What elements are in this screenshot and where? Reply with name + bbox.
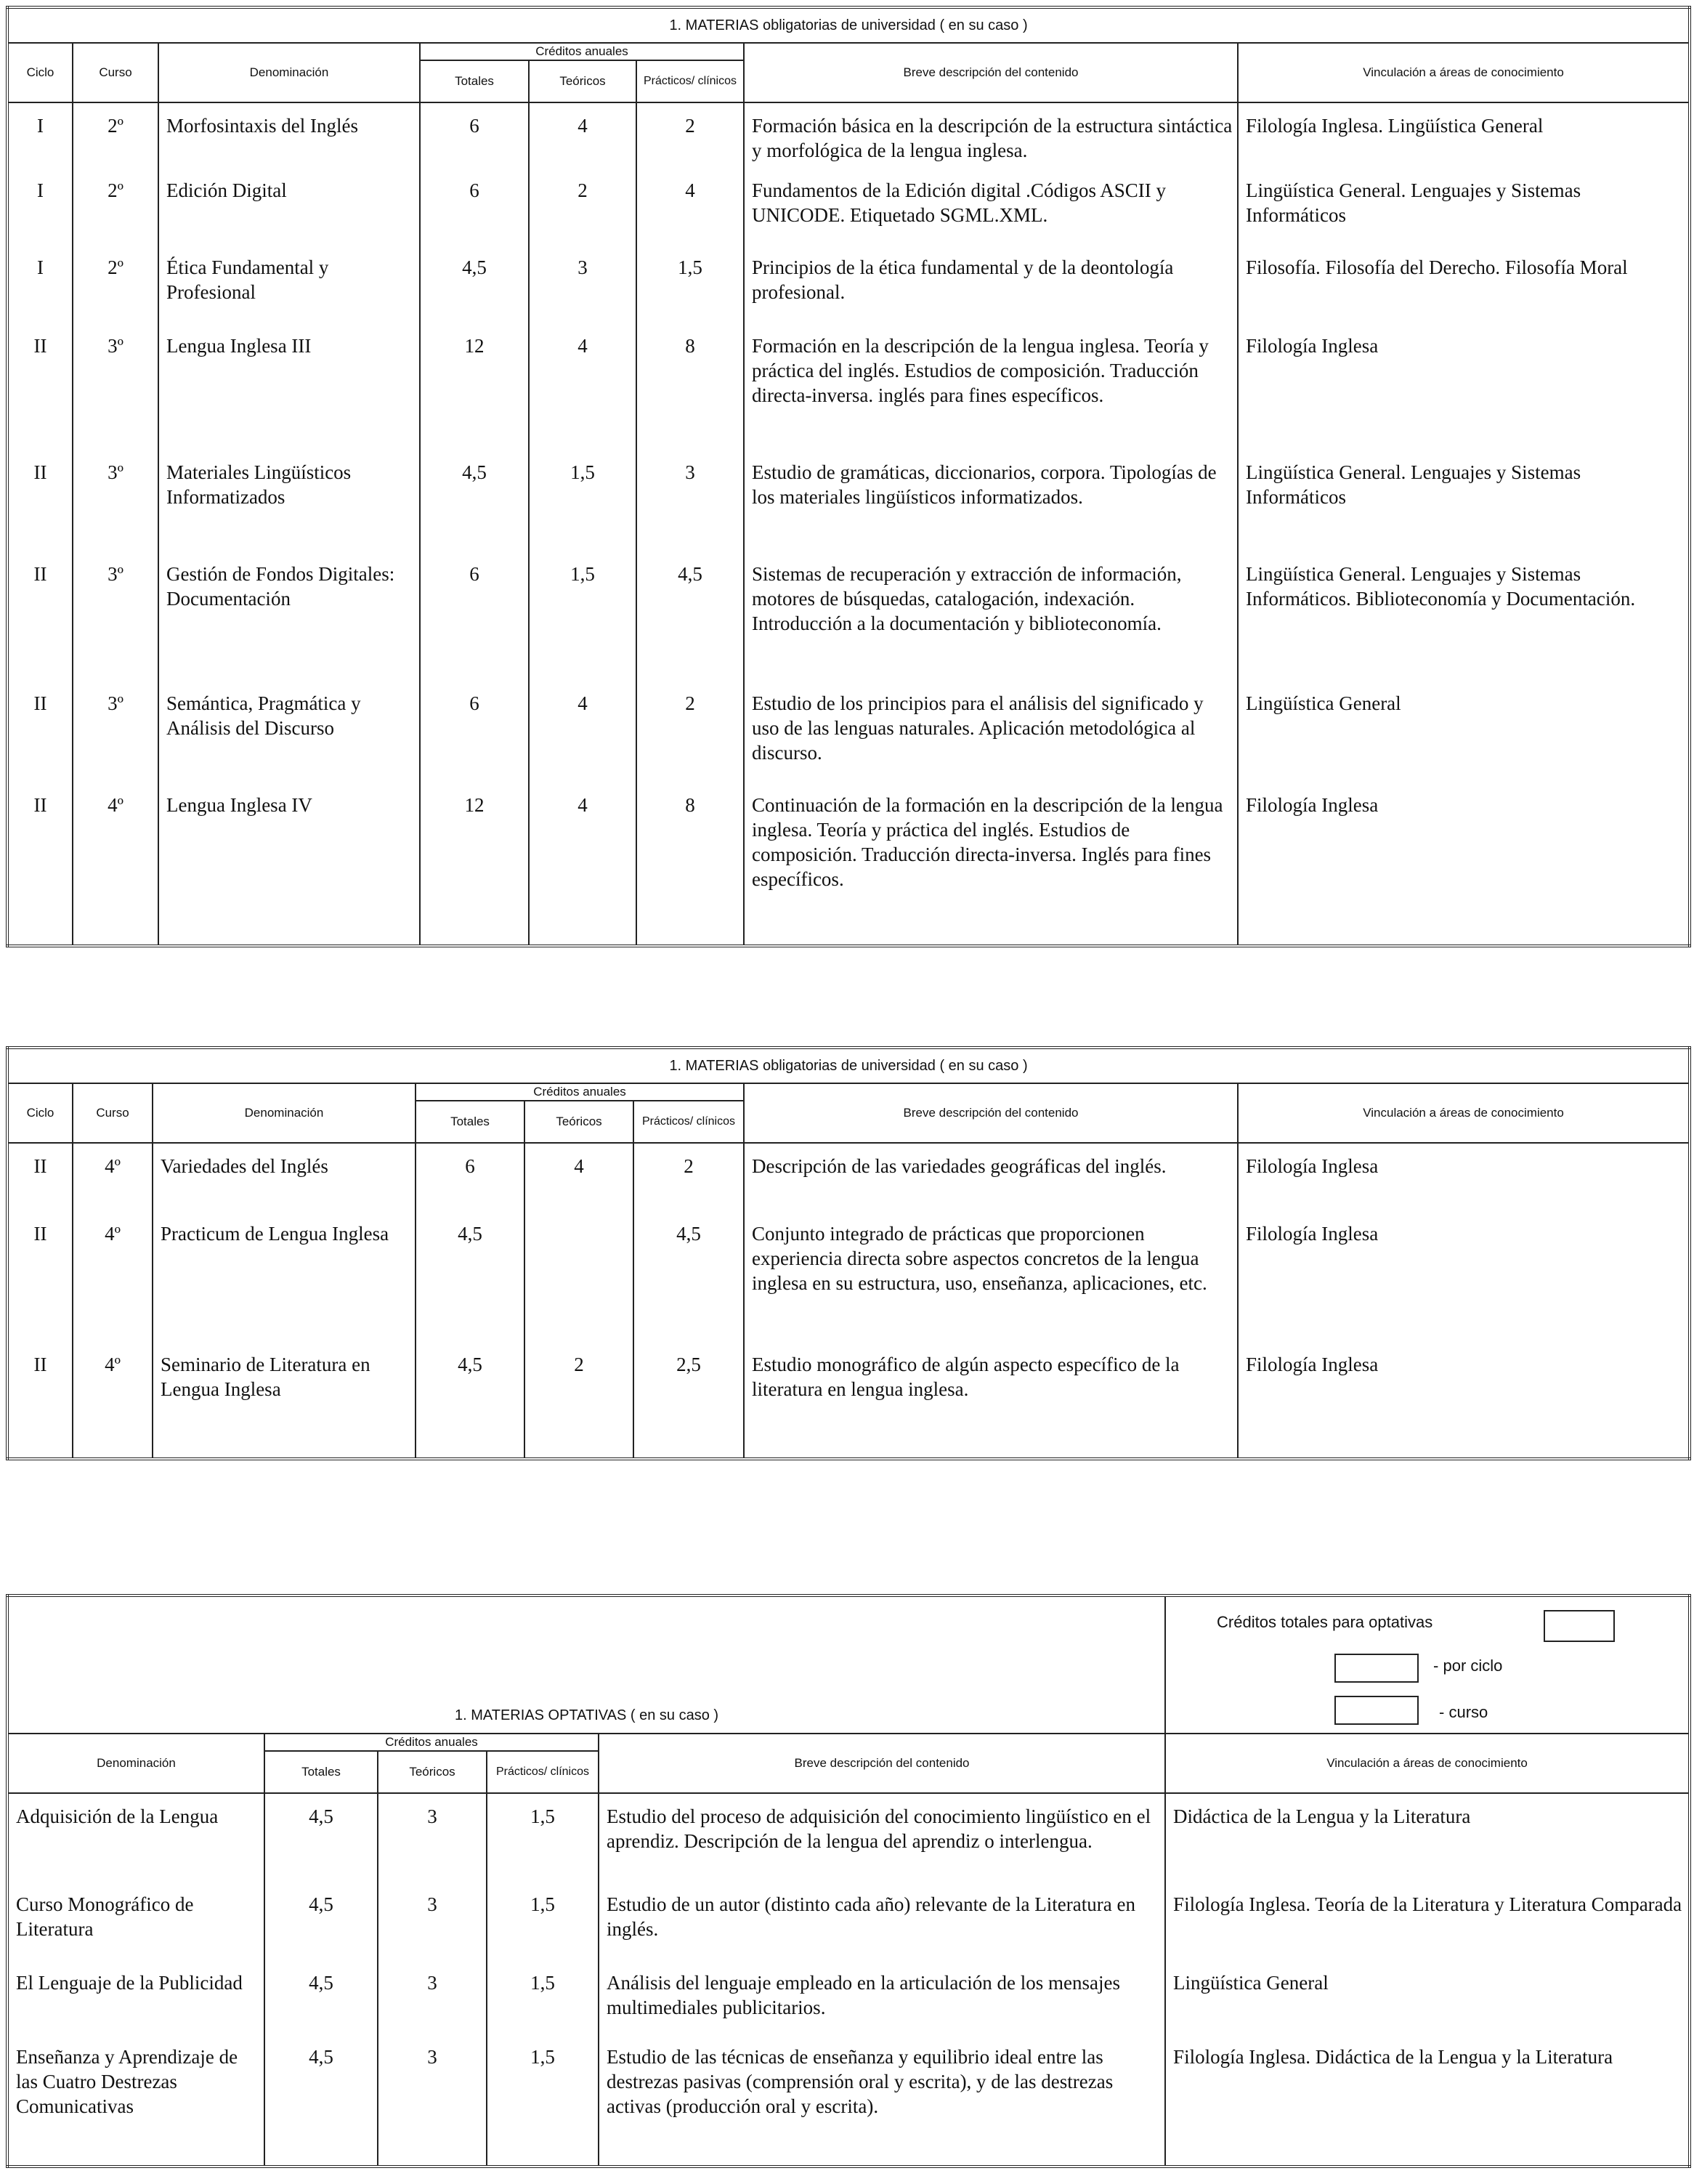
table-row bbox=[7, 2045, 1690, 2167]
header-vinculacion: Vinculación a áreas de conocimiento bbox=[1238, 43, 1690, 102]
cell-curso: 2º bbox=[73, 102, 158, 178]
cell-denominacion: Enseñanza y Aprendizaje de las Cuatro Destrezas Comunicativas bbox=[7, 2045, 264, 2167]
table-row bbox=[7, 1793, 1690, 1892]
cell-curso: 3º bbox=[73, 460, 158, 562]
cell-totales: 6 bbox=[416, 1143, 524, 1221]
cell-totales: 6 bbox=[420, 691, 529, 793]
table-row bbox=[7, 178, 1690, 255]
header-practicos: Prácticos/ clínicos bbox=[636, 60, 744, 102]
cell-descripcion: Fundamentos de la Edición digital .Códigos ASCII y UNICODE. Etiquetado SGML.XML. bbox=[744, 178, 1238, 255]
cell-descripcion: Estudio del proceso de adquisición del conocimiento lingüístico en el aprendiz. Descripción de la lengua del aprendiz o interlengua. bbox=[599, 1793, 1165, 1892]
cell-practicos: 2,5 bbox=[633, 1352, 744, 1459]
cell-totales: 12 bbox=[420, 333, 529, 460]
header-descripcion: Breve descripción del contenido bbox=[744, 43, 1238, 102]
optativas-table bbox=[6, 1594, 1691, 2168]
cell-teoricos: 3 bbox=[529, 255, 636, 333]
cell-curso: 3º bbox=[73, 333, 158, 460]
cell-vinculacion: Lingüística General. Lenguajes y Sistemas Informáticos bbox=[1238, 460, 1690, 562]
cell-curso: 4º bbox=[73, 1143, 153, 1221]
cell-ciclo: I bbox=[7, 102, 73, 178]
cell-descripcion: Sistemas de recuperación y extracción de información, motores de búsquedas, catalogación, indexación. Introducción a la documentación y biblioteconomía. bbox=[744, 562, 1238, 691]
header-teoricos: Teóricos bbox=[524, 1101, 633, 1143]
cell-curso: 2º bbox=[73, 178, 158, 255]
cell-vinculacion: Didáctica de la Lengua y la Literatura bbox=[1165, 1793, 1690, 1892]
cell-teoricos: 4 bbox=[529, 793, 636, 946]
optativas-title-cell bbox=[7, 1595, 1165, 1734]
cell-vinculacion: Filología Inglesa bbox=[1238, 1352, 1690, 1459]
cell-vinculacion: Filología Inglesa. Lingüística General bbox=[1238, 102, 1690, 178]
cell-denominacion: Variedades del Inglés bbox=[153, 1143, 416, 1221]
curso-label: - curso bbox=[1439, 1703, 1488, 1721]
cell-practicos: 4,5 bbox=[633, 1221, 744, 1352]
cell-vinculacion: Filología Inglesa bbox=[1238, 333, 1690, 460]
table-row bbox=[7, 460, 1690, 562]
cell-vinculacion: Filología Inglesa bbox=[1238, 1143, 1690, 1221]
cell-denominacion: El Lenguaje de la Publicidad bbox=[7, 1970, 264, 2045]
cell-totales: 4,5 bbox=[420, 255, 529, 333]
cell-vinculacion: Filología Inglesa. Didáctica de la Lengua y la Literatura bbox=[1165, 2045, 1690, 2167]
cell-totales: 6 bbox=[420, 102, 529, 178]
cell-curso: 4º bbox=[73, 1352, 153, 1459]
cell-totales: 12 bbox=[420, 793, 529, 946]
cell-vinculacion: Lingüística General. Lenguajes y Sistemas Informáticos. Biblioteconomía y Documentación. bbox=[1238, 562, 1690, 691]
cell-practicos: 1,5 bbox=[487, 1970, 599, 2045]
header-teoricos: Teóricos bbox=[378, 1751, 487, 1793]
cell-descripcion: Estudio de las técnicas de enseñanza y equilibrio ideal entre las destrezas pasivas (comprensión oral y escrita), y de las destrezas activas (producción oral y escrita). bbox=[599, 2045, 1165, 2167]
cell-ciclo: II bbox=[7, 333, 73, 460]
cell-practicos: 1,5 bbox=[487, 1793, 599, 1892]
cell-teoricos: 3 bbox=[378, 1970, 487, 2045]
cell-totales: 4,5 bbox=[420, 460, 529, 562]
cell-ciclo: II bbox=[7, 1352, 73, 1459]
cell-denominacion: Materiales Lingüísticos Informatizados bbox=[158, 460, 420, 562]
table-row bbox=[7, 1970, 1690, 2045]
cell-vinculacion: Filosofía. Filosofía del Derecho. Filosofía Moral bbox=[1238, 255, 1690, 333]
header-descripcion: Breve descripción del contenido bbox=[599, 1734, 1165, 1793]
obligatorias-table-1 bbox=[6, 6, 1691, 947]
cell-descripcion: Formación en la descripción de la lengua inglesa. Teoría y práctica del inglés. Estudios de composición. Traducción directa-inversa. inglés para fines específicos. bbox=[744, 333, 1238, 460]
table-row bbox=[7, 1892, 1690, 1970]
cell-totales: 6 bbox=[420, 562, 529, 691]
cell-denominacion: Edición Digital bbox=[158, 178, 420, 255]
table-row bbox=[7, 1352, 1690, 1459]
cell-practicos: 8 bbox=[636, 333, 744, 460]
cell-practicos: 1,5 bbox=[487, 1892, 599, 1970]
cell-practicos: 2 bbox=[636, 102, 744, 178]
cell-ciclo: II bbox=[7, 1221, 73, 1352]
header-descripcion: Breve descripción del contenido bbox=[744, 1083, 1238, 1143]
cell-descripcion: Principios de la ética fundamental y de la deontología profesional. bbox=[744, 255, 1238, 333]
header-practicos: Prácticos/ clínicos bbox=[487, 1751, 599, 1793]
cell-ciclo: II bbox=[7, 1143, 73, 1221]
cell-practicos: 1,5 bbox=[636, 255, 744, 333]
cell-vinculacion: Filología Inglesa bbox=[1238, 1221, 1690, 1352]
header-curso: Curso bbox=[73, 43, 158, 102]
header-denominacion: Denominación bbox=[7, 1734, 264, 1793]
header-denominacion: Denominación bbox=[153, 1083, 416, 1143]
table-row bbox=[7, 102, 1690, 178]
cell-descripcion: Estudio monográfico de algún aspecto específico de la literatura en lengua inglesa. bbox=[744, 1352, 1238, 1459]
cell-descripcion: Estudio de los principios para el análisis del significado y uso de las lenguas naturales. Aplicación metodológica al discurso. bbox=[744, 691, 1238, 793]
cell-denominacion: Morfosintaxis del Inglés bbox=[158, 102, 420, 178]
header-totales: Totales bbox=[420, 60, 529, 102]
cell-curso: 2º bbox=[73, 255, 158, 333]
curso-input-box[interactable] bbox=[1334, 1696, 1419, 1725]
cell-totales: 4,5 bbox=[264, 1970, 378, 2045]
cell-vinculacion: Filología Inglesa bbox=[1238, 793, 1690, 946]
table-row bbox=[7, 1143, 1690, 1221]
cell-totales: 4,5 bbox=[416, 1221, 524, 1352]
cell-vinculacion: Lingüística General. Lenguajes y Sistemas Informáticos bbox=[1238, 178, 1690, 255]
header-ciclo: Ciclo bbox=[7, 43, 73, 102]
cell-practicos: 2 bbox=[636, 691, 744, 793]
cell-totales: 4,5 bbox=[264, 1892, 378, 1970]
cell-teoricos: 4 bbox=[529, 333, 636, 460]
header-teoricos: Teóricos bbox=[529, 60, 636, 102]
table-title: 1. MATERIAS obligatorias de universidad ( en su caso ) bbox=[7, 1048, 1690, 1083]
cell-practicos: 4,5 bbox=[636, 562, 744, 691]
cell-descripcion: Continuación de la formación en la descripción de la lengua inglesa. Teoría y práctica del inglés. Estudios de composición. Traducción directa-inversa. Inglés para fines específicos. bbox=[744, 793, 1238, 946]
cell-denominacion: Practicum de Lengua Inglesa bbox=[153, 1221, 416, 1352]
cell-practicos: 1,5 bbox=[487, 2045, 599, 2167]
cell-practicos: 8 bbox=[636, 793, 744, 946]
cell-descripcion: Formación básica en la descripción de la estructura sintáctica y morfológica de la lengua inglesa. bbox=[744, 102, 1238, 178]
cell-vinculacion: Lingüística General bbox=[1165, 1970, 1690, 2045]
cell-ciclo: II bbox=[7, 793, 73, 946]
cell-ciclo: II bbox=[7, 562, 73, 691]
cell-teoricos: 4 bbox=[524, 1143, 633, 1221]
cell-ciclo: I bbox=[7, 178, 73, 255]
cell-teoricos: 1,5 bbox=[529, 562, 636, 691]
cell-ciclo: II bbox=[7, 691, 73, 793]
header-vinculacion: Vinculación a áreas de conocimiento bbox=[1165, 1734, 1690, 1793]
cell-denominacion: Adquisición de la Lengua bbox=[7, 1793, 264, 1892]
cell-descripcion: Estudio de gramáticas, diccionarios, corpora. Tipologías de los materiales lingüísticos informatizados. bbox=[744, 460, 1238, 562]
cell-vinculacion: Filología Inglesa. Teoría de la Literatura y Literatura Comparada bbox=[1165, 1892, 1690, 1970]
cell-curso: 3º bbox=[73, 562, 158, 691]
cell-teoricos: 3 bbox=[378, 1793, 487, 1892]
creditos-optativas-panel bbox=[1165, 1595, 1690, 1734]
table-title: 1. MATERIAS OPTATIVAS ( en su caso ) bbox=[454, 1707, 719, 1723]
cell-ciclo: II bbox=[7, 460, 73, 562]
cell-denominacion: Ética Fundamental y Profesional bbox=[158, 255, 420, 333]
table-row bbox=[7, 255, 1690, 333]
cell-teoricos bbox=[524, 1221, 633, 1352]
cell-vinculacion: Lingüística General bbox=[1238, 691, 1690, 793]
header-totales: Totales bbox=[264, 1751, 378, 1793]
header-denominacion: Denominación bbox=[158, 43, 420, 102]
cell-practicos: 4 bbox=[636, 178, 744, 255]
cell-descripcion: Conjunto integrado de prácticas que proporcionen experiencia directa sobre aspectos concretos de la lengua inglesa en su estructura, uso, enseñanza, aplicaciones, etc. bbox=[744, 1221, 1238, 1352]
table-row bbox=[7, 793, 1690, 946]
cell-totales: 4,5 bbox=[416, 1352, 524, 1459]
por-ciclo-input-box[interactable] bbox=[1334, 1654, 1419, 1683]
cell-denominacion: Lengua Inglesa IV bbox=[158, 793, 420, 946]
cell-teoricos: 4 bbox=[529, 102, 636, 178]
cell-denominacion: Semántica, Pragmática y Análisis del Discurso bbox=[158, 691, 420, 793]
table-row bbox=[7, 333, 1690, 460]
cell-practicos: 2 bbox=[633, 1143, 744, 1221]
header-ciclo: Ciclo bbox=[7, 1083, 73, 1143]
header-creditos-anuales: Créditos anuales bbox=[416, 1083, 744, 1101]
obligatorias-table-2 bbox=[6, 1046, 1691, 1460]
table-title: 1. MATERIAS obligatorias de universidad ( en su caso ) bbox=[7, 7, 1690, 43]
table-row bbox=[7, 691, 1690, 793]
cell-denominacion: Gestión de Fondos Digitales: Documentación bbox=[158, 562, 420, 691]
cell-teoricos: 2 bbox=[529, 178, 636, 255]
cell-descripcion: Análisis del lenguaje empleado en la articulación de los mensajes multimediales publicitarios. bbox=[599, 1970, 1165, 2045]
cell-curso: 3º bbox=[73, 691, 158, 793]
por-ciclo-label: - por ciclo bbox=[1433, 1657, 1503, 1675]
header-curso: Curso bbox=[73, 1083, 153, 1143]
cell-teoricos: 4 bbox=[529, 691, 636, 793]
cell-ciclo: I bbox=[7, 255, 73, 333]
cell-teoricos: 1,5 bbox=[529, 460, 636, 562]
creditos-totales-input-box[interactable] bbox=[1544, 1610, 1615, 1642]
header-vinculacion: Vinculación a áreas de conocimiento bbox=[1238, 1083, 1690, 1143]
cell-teoricos: 2 bbox=[524, 1352, 633, 1459]
cell-practicos: 3 bbox=[636, 460, 744, 562]
header-practicos: Prácticos/ clínicos bbox=[633, 1101, 744, 1143]
cell-descripcion: Descripción de las variedades geográficas del inglés. bbox=[744, 1143, 1238, 1221]
cell-teoricos: 3 bbox=[378, 2045, 487, 2167]
table-row bbox=[7, 562, 1690, 691]
cell-denominacion: Lengua Inglesa III bbox=[158, 333, 420, 460]
cell-totales: 4,5 bbox=[264, 2045, 378, 2167]
cell-curso: 4º bbox=[73, 793, 158, 946]
cell-totales: 4,5 bbox=[264, 1793, 378, 1892]
table-row bbox=[7, 1221, 1690, 1352]
cell-denominacion: Curso Monográfico de Literatura bbox=[7, 1892, 264, 1970]
cell-teoricos: 3 bbox=[378, 1892, 487, 1970]
header-creditos-anuales: Créditos anuales bbox=[264, 1734, 599, 1751]
header-totales: Totales bbox=[416, 1101, 524, 1143]
header-creditos-anuales: Créditos anuales bbox=[420, 43, 744, 60]
cell-descripcion: Estudio de un autor (distinto cada año) relevante de la Literatura en inglés. bbox=[599, 1892, 1165, 1970]
cell-totales: 6 bbox=[420, 178, 529, 255]
creditos-totales-label: Créditos totales para optativas bbox=[1217, 1613, 1433, 1631]
cell-denominacion: Seminario de Literatura en Lengua Inglesa bbox=[153, 1352, 416, 1459]
cell-curso: 4º bbox=[73, 1221, 153, 1352]
